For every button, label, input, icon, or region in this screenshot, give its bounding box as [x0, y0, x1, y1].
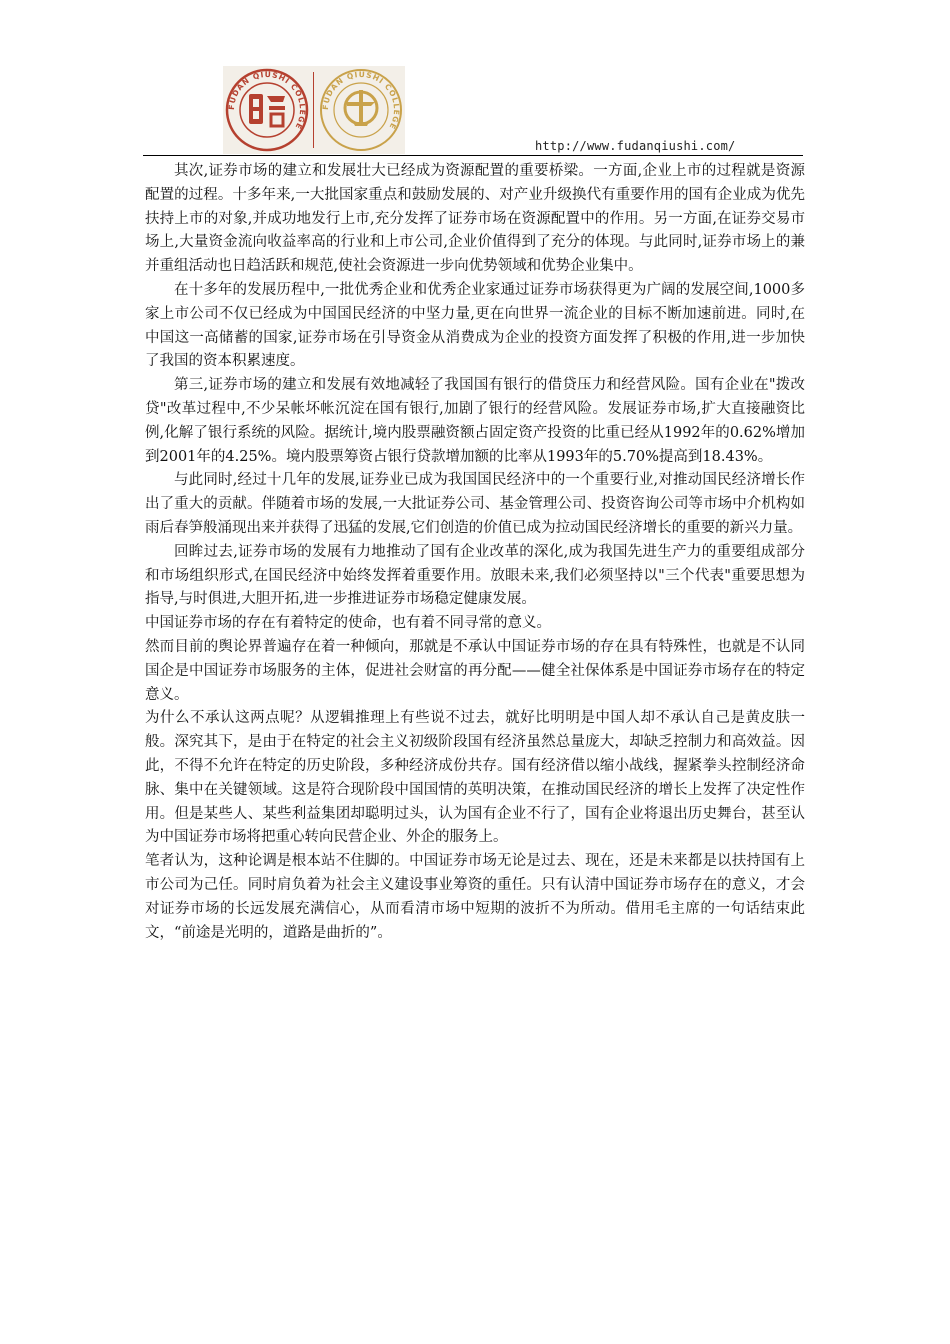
article-body — [145, 160, 805, 945]
paragraph: 中国证券市场的存在有着特定的使命，也有着不同寻常的意义。 — [145, 615, 551, 632]
paragraph: 然而目前的舆论界普遍存在着一种倾向，那就是不承认中国证券市场的存在具有特殊性，也就是不认同国企是中国证券市场服务的主体，促进社会财富的再分配——健全社保体系是中国证券市场存在的特定意义。 — [145, 638, 805, 703]
paragraph: 第三,证券市场的建立和发展有效地减轻了我国国有银行的借贷压力和经营风险。国有企业在"拨改贷"改革过程中,不少呆帐坏帐沉淀在国有银行,加剧了银行的经营风险。发展证券市场,扩大直接融资比例,化解了银行系统的风险。据统计,境内股票融资额占固定资产投资的比重已经从1992年的0.62%增加到2001年的4.25%。境内股票筹资占银行贷款增加额的比率从1993年的5.70%提高到18.43%。 — [145, 377, 805, 465]
header-rule — [143, 155, 803, 156]
paragraph: 笔者认为，这种论调是根本站不住脚的。中国证券市场无论是过去、现在，还是未来都是以扶持国有上市公司为己任。同时肩负着为社会主义建设事业筹资的重任。只有认清中国证券市场存在的意义，才会对证券市场的长远发展充满信心，从而看清市场中短期的波折不为所动。借用毛主席的一句话结束此文，“前途是光明的，道路是曲折的”。 — [145, 853, 805, 941]
paragraph: 为什么不承认这两点呢？从逻辑推理上有些说不过去，就好比明明是中国人却不承认自己是黄皮肤一般。深究其下，是由于在特定的社会主义初级阶段国有经济虽然总量庞大，却缺乏控制力和高效益。因此，不得不允许在特定的历史阶段，多种经济成份共存。国有经济借以缩小战线，握紧拳头控制经济命脉、集中在关键领域。这是符合现阶段中国国情的英明决策，在推动国民经济的增长上发挥了决定性作用。但是某些人、某些利益集团却聪明过头，认为国有企业不行了，国有企业将退出历史舞台，甚至认为中国证券市场将把重心转向民营企业、外企的服务上。 — [145, 710, 805, 846]
paragraph: 与此同时,经过十几年的发展,证券业已成为我国国民经济中的一个重要行业,对推动国民经济增长作出了重大的贡献。伴随着市场的发展,一大批证券公司、基金管理公司、投资咨询公司等市场中介机构如雨后春笋般涌现出来并获得了迅猛的发展,它们创造的价值已成为拉动国民经济增长的重要的新兴力量。 — [145, 472, 805, 536]
svg-text:FUDAN QIUSHI COLLEGE: FUDAN QIUSHI COLLEGE — [226, 69, 308, 132]
red-seal-logo-icon — [225, 68, 309, 152]
svg-text:FUDAN QIUSHI COLLEGE: FUDAN QIUSHI COLLEGE — [320, 69, 402, 132]
page-header — [0, 0, 950, 160]
college-logo — [223, 66, 405, 154]
logo-divider — [313, 72, 314, 148]
paragraph: 在十多年的发展历程中,一批优秀企业和优秀企业家通过证券市场获得更为广阔的发展空间,1000多家上市公司不仅已经成为中国国民经济的中坚力量,更在向世界一流企业的目标不断加速前进。同时,在中国这一高储蓄的国家,证券市场在引导资金从消费成为企业的投资方面发挥了积极的作用,进一步加快了我国的资本积累速度。 — [145, 281, 805, 370]
paragraph: 其次,证券市场的建立和发展壮大已经成为资源配置的重要桥梁。一方面,企业上市的过程就是资源配置的过程。十多年来,一大批国家重点和鼓励发展的、对产业升级换代有重要作用的国有企业成为优先扶持上市的对象,并成功地发行上市,充分发挥了证券市场在资源配置中的作用。另一方面,在证券交易市场上,大量资金流向收益率高的行业和上市公司,企业价值得到了充分的体现。与此同时,证券市场上的兼并重组活动也日趋活跃和规范,使社会资源进一步向优势领域和优势企业集中。 — [145, 163, 805, 275]
gold-seal-logo-icon — [319, 68, 403, 152]
paragraph: 回眸过去,证券市场的发展有力地推动了国有企业改革的深化,成为我国先进生产力的重要组成部分和市场组织形式,在国民经济中始终发挥着重要作用。放眼未来,我们必须坚持以"三个代表"重要思想为指导,与时俱进,大胆开拓,进一步推进证券市场稳定健康发展。 — [145, 543, 805, 608]
site-url: http://www.fudanqiushi.com/ — [535, 139, 736, 153]
